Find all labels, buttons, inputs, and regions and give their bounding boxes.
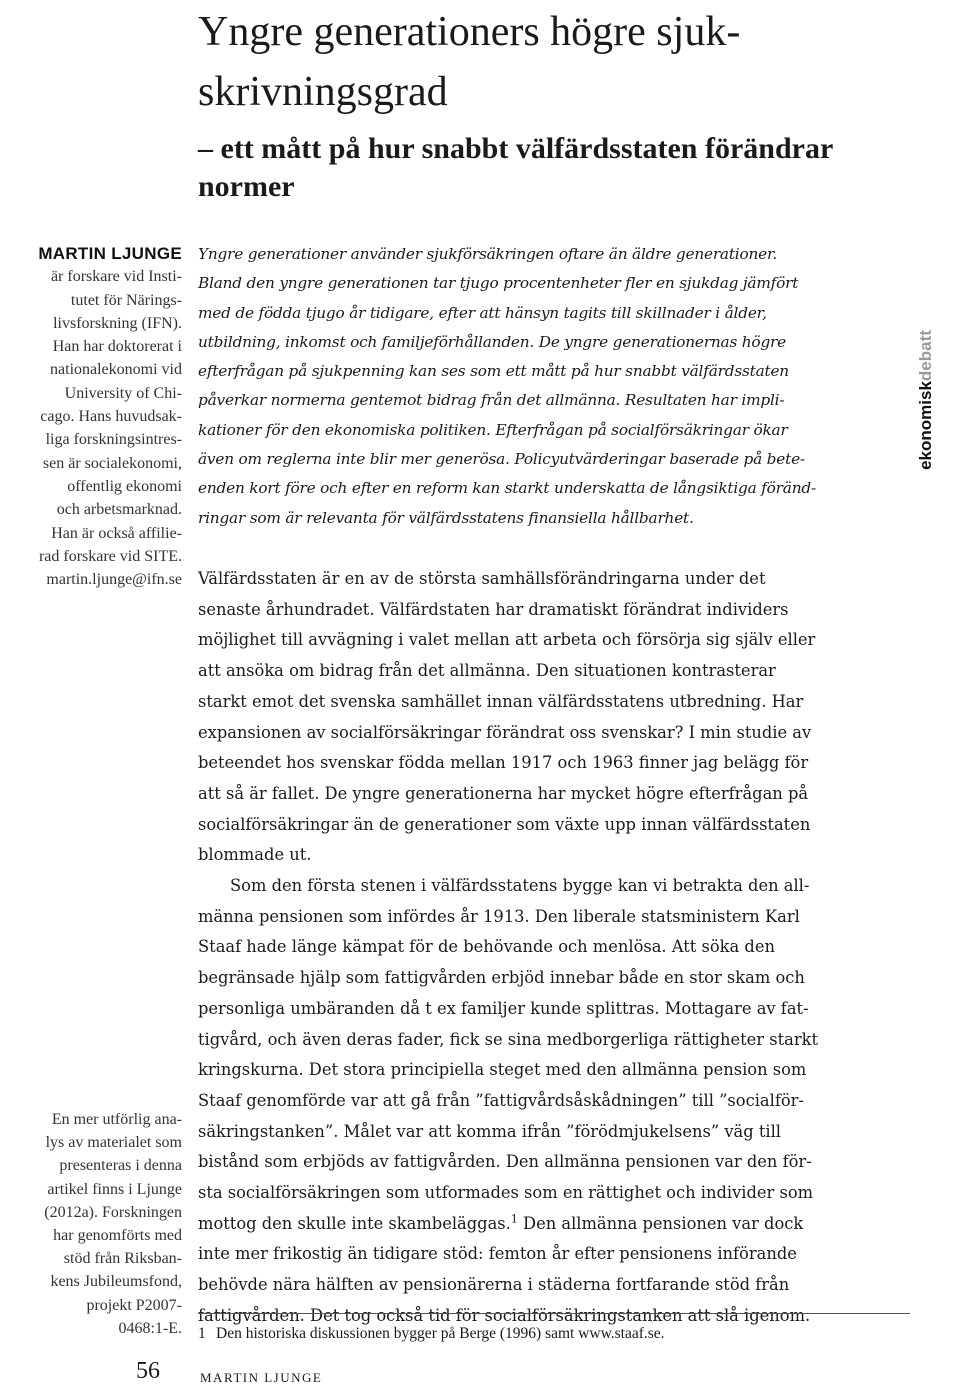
footnote [198, 1322, 910, 1346]
abstract-line: kationer för den ekonomiska politiken. Efterfrågan på socialförsäkringar ökar [198, 420, 788, 439]
journal-label [916, 330, 936, 470]
journal-label-dark: ekonomisk [916, 381, 935, 470]
note-line: En mer utförlig ana- [51, 1111, 182, 1128]
note-line: (2012a). Forskningen [44, 1203, 182, 1221]
author-bio [0, 242, 182, 591]
page-number: 56 [136, 1358, 160, 1384]
bio-line: University of Chi- [64, 384, 182, 402]
bio-line: Han har doktorerat i [52, 338, 182, 356]
footnote-divider [198, 1313, 910, 1314]
footnote-marker: 1 [198, 1325, 206, 1342]
note-line: har genomförts med [53, 1227, 182, 1245]
body-line: Staaf genomförde var att gå från ”fattigvårdsåskådningen” till ”socialför- [198, 1090, 804, 1110]
abstract-line: med de födda tjugo år tidigare, efter att hänsyn tagits till skillnader i ålder, [198, 303, 767, 322]
body-line: att så är fallet. De yngre generationerna har mycket högre efterfrågan på [198, 783, 809, 803]
body-line: Välfärdsstaten är en av de största samhällsförändringarna under det [198, 569, 766, 588]
abstract-line: efterfrågan på sjukpenning kan ses som ett mått på hur snabbt välfärdsstaten [198, 362, 789, 381]
body-line-tail: Den allmänna pensionen var dock [517, 1213, 804, 1233]
body-line: senaste århundradet. Välfärdstaten har dramatiskt förändrat individers [198, 599, 789, 619]
bio-line: liga forskningsintres- [45, 431, 182, 449]
abstract-line: enden kort före och efter en reform kan starkt underskatta de långsiktiga föränd- [198, 479, 816, 498]
body-line: expansionen av socialförsäkringar förändrat oss svenskar? I min studie av [198, 722, 812, 742]
body-line: möjlighet till avvägning i valet mellan att arbeta och försörja sig själv eller [198, 630, 816, 650]
abstract-line: utbildning, inkomst och familjeförhållanden. De yngre generationernas högre [198, 332, 787, 351]
subtitle-line-1: – ett mått på hur snabbt välfärdsstaten förändrar [198, 132, 834, 165]
author-name: MARTIN LJUNGE [38, 244, 182, 263]
footnote-reference[interactable]: 1 [510, 1212, 518, 1226]
journal-label-light: debatt [916, 330, 935, 382]
body-line: bistånd som erbjöds av fattigvården. Den allmänna pensionen var den för- [198, 1152, 812, 1172]
body-line: männa pensionen som infördes år 1913. Den liberale statsministern Karl [198, 906, 800, 926]
body-line: inte mer frikostig än tidigare stöd: femton år efter pensionens införande [198, 1244, 797, 1264]
note-line: stöd från Riksban- [63, 1250, 182, 1268]
bio-line: är forskare vid Insti- [50, 268, 182, 286]
bio-line: offentlig ekonomi [67, 477, 182, 495]
abstract-line: ringar som är relevanta för välfärdsstatens finansiella hållbarhet. [198, 508, 694, 527]
title-line-2: skrivningsgrad [198, 69, 448, 115]
note-line: lys av materialet som [45, 1134, 182, 1152]
bio-line: Han är också affilie- [51, 524, 182, 542]
bio-line: sen är socialekonomi, [42, 454, 182, 472]
article-title [198, 2, 898, 122]
bio-line: tutet för Närings- [70, 291, 182, 309]
footnote-text: Den historiska diskussionen bygger på Berge (1996) samt www.staaf.se. [216, 1325, 665, 1342]
body-line: kringskurna. Det stora principiella steget med den allmänna pension som [198, 1060, 807, 1080]
body-line: starkt emot det svenska samhället innan välfärdsstatens utbredning. Har [198, 691, 804, 711]
body-line: tigvård, och även deras fader, fick se sina medborgerliga rättigheter starkt [198, 1029, 819, 1049]
body-line: Staaf hade länge kämpat för de behövande och menlösa. Att söka den [198, 937, 775, 957]
abstract-line: Yngre generationer använder sjukförsäkringen oftare än äldre generationer. [198, 245, 778, 263]
abstract-line: även om reglerna inte blir mer generösa. Policyutvärderingar baserade på bete- [198, 450, 805, 469]
note-line: 0468:1-E. [118, 1319, 182, 1337]
abstract [198, 240, 910, 533]
body-line: fattigvården. Det tog också tid för socialförsäkringstanken att slå igenom. [198, 1305, 811, 1325]
body-text [198, 564, 910, 1332]
research-note [0, 1108, 182, 1340]
body-line: Som den första stenen i välfärdsstatens bygge kan vi betrakta den all- [230, 876, 810, 896]
note-line: kens Jubileumsfond, [50, 1273, 182, 1291]
title-line-1: Yngre generationers högre sjuk- [198, 9, 741, 55]
bio-line: rad forskare vid SITE. [38, 547, 182, 565]
body-line: säkringstanken”. Målet var att komma ifrån ”förödmjukelsens” väg till [198, 1121, 781, 1141]
body-line: socialförsäkringar än de generationer som växte upp innan välfärdsstaten [198, 814, 811, 834]
body-line: mottog den skulle inte skambeläggas.$^1$ Den allmänna pensionen var dock [198, 1212, 804, 1233]
subtitle-line-2: normer [198, 170, 295, 203]
bio-line: cago. Hans huvudsak- [40, 408, 182, 426]
body-line: att ansöka om bidrag från det allmänna. Den situationen kontrasterar [198, 661, 776, 681]
running-author: MARTIN LJUNGE [200, 1370, 323, 1385]
body-line: begränsade hjälp som fattigvården erbjöd innebar både en stor skam och [198, 968, 805, 988]
body-line: behövde nära hälften av pensionärerna i städerna fortfarande stöd från [198, 1275, 790, 1295]
note-line: artikel finns i Ljunge [47, 1180, 182, 1198]
bio-line: livsforskning (IFN). [53, 314, 182, 332]
bio-line: martin.ljunge@ifn.se [46, 571, 182, 589]
note-line: projekt P2007- [86, 1296, 182, 1314]
abstract-line: Bland den yngre generationen tar tjugo procentenheter fler en sjukdag jämfört [198, 274, 799, 293]
abstract-line: påverkar normerna gentemot bidrag från det allmänna. Resultaten har impli- [198, 391, 785, 410]
author-bio-text [0, 265, 182, 591]
bio-line: nationalekonomi vid [50, 361, 182, 379]
article-subtitle [198, 130, 898, 206]
body-line: sta socialförsäkringen som utformades som en rättighet och individer som [198, 1183, 814, 1203]
body-line: personliga umbäranden då t ex familjer kunde splittras. Mottagare av fat- [198, 998, 809, 1018]
note-line: presenteras i denna [59, 1157, 182, 1175]
body-line: beteendet hos svenskar födda mellan 1917 och 1963 finner jag belägg för [198, 753, 809, 773]
bio-line: och arbetsmarknad. [56, 501, 182, 519]
body-line: blommade ut. [198, 845, 312, 865]
